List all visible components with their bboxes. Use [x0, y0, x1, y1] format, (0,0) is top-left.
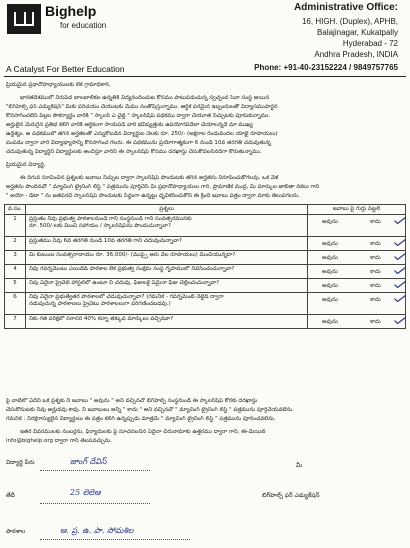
- answer-cell[interactable]: [308, 279, 406, 293]
- answer-no-option[interactable]: కాదు: [370, 255, 381, 262]
- header-divider: [4, 76, 406, 77]
- col-answer-header: జవాబు పై గుర్తు పెట్టలి: [308, 205, 406, 215]
- question-text: [26, 251, 308, 265]
- date-handwritten: 25 లెలెఆ: [70, 488, 101, 497]
- para2-line: ఈ దిగువ సూచించిన ప్రశ్నలకు జవాబు నిచ్చుట ద్వారా స్కాలర్‌షిప్ పొందుటకు తగిన అర్హతను నిరూపించుకోగలవు. ఒక వేళ: [20, 175, 279, 181]
- address-line-4: Andhra Pradesh, INDIA: [314, 50, 398, 59]
- question-line: ప్రస్తుతము నీవు 6వ తరగతి నుండి 10వ తరగతి గాని చదువుచున్నావా?: [29, 238, 182, 245]
- question-text: [26, 215, 308, 237]
- address-line-1: 16, HIGH. (Duplex), APHB,: [301, 17, 398, 26]
- closing-organization: బిగ్‌హెల్ప్ ఫర్ ఎడ్యుకేషన్: [262, 492, 320, 499]
- answer-cell[interactable]: [308, 293, 406, 315]
- school-line: [40, 539, 190, 540]
- brand-subtitle: for education: [60, 21, 107, 30]
- answer-yes-option[interactable]: అవును: [322, 219, 338, 226]
- checkmark-icon: [394, 217, 406, 224]
- question-number: 5: [5, 279, 26, 293]
- question-text: [26, 237, 308, 251]
- footer-line: ఇతర వివరములకు నంబర్లను, ఫిర్యాదులకు పై సూచనలనిన ఏదైనా చిరునామాకు ఉత్తరము ద్వారా గాని, ఈ-మెయిల్: [20, 429, 266, 435]
- answer-no-option[interactable]: కాదు: [370, 319, 381, 326]
- closing-yours: మీ: [296, 462, 303, 469]
- para2-line: అర్హతను పొందినచో " మ్యాచింగ్ ట్రైనింగ్ లిస్ట్ " పత్రమును పూర్తిచేసి మీ ప్రధానోపాధ్యాయుల గారి, ప్రామాణిక ముద్ర, మీ మార్కుల జాబితా నకలు గాని: [6, 184, 320, 190]
- footer-line: పై వాటిలో ఏదేని ఒక ప్రశ్నకు నీ జవాబు " అవును " అని వచ్చినచో బిగ్‌హెల్ప్ సంస్థనుండి ఈ స్కాలర్‌షిప్ కొరకు దరఖాస్తు: [6, 398, 258, 404]
- table-row: [5, 279, 406, 293]
- question-text: [26, 265, 308, 279]
- answer-yes-option[interactable]: అవును: [322, 255, 338, 262]
- tagline: A Catalyst For Better Education: [6, 64, 125, 74]
- school-handwritten: ఆ. ప్ర. ఉ. పా. సోమశిల: [60, 526, 134, 535]
- student-name-handwritten: జాంగ్ దేవిస్: [70, 457, 107, 466]
- footer-email: info@bighelp.org ద్వారా గాని తెలపవచ్చును.: [6, 438, 112, 444]
- question-number: 1: [5, 215, 26, 237]
- table-row: [5, 293, 406, 315]
- school-label: పాఠశాల: [6, 528, 26, 535]
- date-label: తేదీ: [6, 492, 15, 499]
- para1-line: అర్హులైన మెరుగైన ప్రతిభ కలిగి వారికి ఆర్థికంగా సాయపడి వారి భవిష్యత్తుకు ఉపయోగపడేలా చేయాలన్నదే మా ముఖ్య: [6, 122, 253, 128]
- answer-cell[interactable]: [308, 265, 406, 279]
- footer-line: చేసుకొనుటకు నీవు అర్హుడవు కావు. నీ జవాబులు అన్నీ " కాదు " అని వచ్చినచో " మ్యాచింగ్ ట్రైనింగ్ లిస్ట్ " పత్రమును పూర్తిచేయవలెను.: [6, 407, 294, 413]
- question-number: 2: [5, 237, 26, 251]
- table-row: [5, 237, 406, 251]
- checkmark-icon: [394, 239, 406, 246]
- question-line: రూ. 500/-లకు మించి సహాయం / స్కాలర్‌షిప్‌ను పొందుచున్నావా?: [29, 223, 171, 230]
- address-line-2: Balajinagar, Kukatpally: [317, 28, 398, 37]
- answer-no-option[interactable]: కాదు: [370, 241, 381, 248]
- footer-note: గమనిక : నిరక్షరాస్యులైన విద్యార్థులు ఈ పత్రం కలిగి ఉన్నప్పుడు మాత్రమే " మ్యాచింగ్ ట్రైనింగ్ లిస్ట్ " పత్రమును పూరించవలెను.: [6, 416, 276, 422]
- question-line: నీకు గత పరీక్షలో సరాసరి 40% కన్నా తక్కువ మార్కులు వచ్చినవా?: [29, 316, 174, 323]
- student-name-line: [40, 470, 150, 471]
- answer-no-option[interactable]: కాదు: [370, 297, 381, 304]
- answer-cell[interactable]: [308, 215, 406, 237]
- phone-numbers: Phone: +91-40-23152224 / 9849757765: [254, 63, 398, 72]
- table-row: [5, 215, 406, 237]
- question-line: ప్రస్తుతం నీవు ప్రభుత్వ పాఠశాలనుండి గాని సంస్థనుండి గాని సంవత్సరమునకు: [29, 216, 192, 223]
- checkmark-icon: [394, 317, 406, 324]
- answer-no-option[interactable]: కాదు: [370, 269, 381, 276]
- para1-line: కొనసాగించలేని పిల్లల సౌకర్యార్థం వారికి " స్కాలర్ ఎ చైల్డ్ " స్కాలర్‌షిప్ పథకము ద్వారా చేయూత నిచ్చుటకు పూనుకున్నాము.: [6, 113, 271, 119]
- checkmark-icon: [394, 253, 406, 260]
- answer-yes-option[interactable]: అవును: [322, 283, 338, 290]
- answer-no-option[interactable]: కాదు: [370, 219, 381, 226]
- question-number: 3: [5, 251, 26, 265]
- book-logo-icon: [7, 4, 41, 34]
- salutation-headmaster: ప్రియమైన ప్రధానోపాధ్యాయులకు లేక గ్రామాధికారి,: [6, 82, 111, 88]
- table-row: [5, 315, 406, 329]
- answer-cell[interactable]: [308, 315, 406, 329]
- answer-yes-option[interactable]: అవును: [322, 241, 338, 248]
- question-text: [26, 293, 308, 315]
- para1-line: చదువుతున్న విద్యార్థిని విద్యార్థులకు అందిస్తూ వారిని ఈ స్కాలర్‌షిప్ కోసము దరఖాస్తు చేసుకోవలసినదిగా కోరుతున్నాము.: [6, 149, 262, 155]
- answer-cell[interactable]: [308, 237, 406, 251]
- answer-cell[interactable]: [308, 251, 406, 265]
- questions-table: [4, 204, 406, 329]
- question-number: 6: [5, 293, 26, 315]
- answer-no-option[interactable]: కాదు: [370, 283, 381, 290]
- question-text: [26, 279, 308, 293]
- col-serial-header: వ.సం.: [5, 205, 26, 215]
- question-line: మీ కుటుంబ సంవత్సరాదాయం రూ. 36,000/- (ముప్పై ఆరు వేల రూపాయలు) మించియున్నదా?: [29, 252, 236, 259]
- office-title: Administrative Office:: [294, 2, 398, 13]
- question-line: నీవు ఏదైనా ప్రభుత్వేతర పాఠశాలలో చదువుచున్నావా? (గమనిక - గవర్నమెంట్ నెట్టెడ్ ద్వారా: [29, 294, 224, 301]
- answer-yes-option[interactable]: అవును: [322, 297, 338, 304]
- answer-yes-option[interactable]: అవును: [322, 319, 338, 326]
- date-line: [40, 503, 150, 504]
- checkmark-icon: [394, 267, 406, 274]
- para1-line: పంపడం ద్వారా వారి విద్యాభ్యాసాన్ని కొనసాగించ గలరు. ఈ పథకమును ప్రయోగాత్మకంగా 6 నుండి 10వ తరగతి చదువుతున్న: [6, 140, 271, 146]
- para1-line: ఉద్దేశ్యం. ఆ పథకములో తగిన అర్హతలతో ఎన్నుకోబడిన విద్యార్థుల నెలకు రూ. 250/- (అక్షరాల రెండువందల యాభై రూపాయలు): [6, 131, 278, 137]
- question-line: నడుపుచున్న పాఠశాలలు ప్రైవేటు పాఠశాలలుగా పరిగణించబడవు.): [29, 301, 171, 308]
- table-row: [5, 265, 406, 279]
- question-number: 7: [5, 315, 26, 329]
- question-number: 4: [5, 265, 26, 279]
- salutation-student: ప్రియమైన విద్యార్థి,: [6, 162, 46, 168]
- checkmark-icon: [394, 281, 406, 288]
- checkmark-icon: [394, 295, 406, 302]
- table-header-row: [5, 205, 406, 215]
- brand-name: Bighelp: [45, 3, 97, 19]
- answer-yes-option[interactable]: అవును: [322, 269, 338, 276]
- question-text: [26, 315, 308, 329]
- para1-line: భారతదేశములో నిరుపేద బాలబాలికల ఉన్నతికి విద్యనందించుట కోసము పాటుపడుచున్న స్వచ్ఛంద సేవా సంస్థ అయిన: [20, 95, 270, 101]
- student-name-label: విద్యార్థి పేరు: [6, 459, 35, 466]
- question-line: నీవు గవర్నమెంటు ఎయిడెడ్ పాఠశాల లేక ప్రభుత్వ సంక్షేమ సంస్థ గృహములో నివసించుచున్నావా?: [29, 266, 235, 273]
- para2-line: " అయో - డేటా " ను జతపరచి స్కాలర్‌షిప్ పొందుటకు సిద్ధంగా ఉన్నట్టు ధృవీకరించుకొని ఈ క్రింది జవాబు పత్రం ద్వారా మాకు తెలుపగలరు.: [6, 193, 300, 199]
- address-line-3: Hyderabad - 72: [342, 39, 398, 48]
- table-row: [5, 251, 406, 265]
- para1-line: "బిగ్‌హెల్ప్ ఫర్ ఎడ్యుకేషన్" మీకు పరిచయం చేయుటకు మేము సంతోషిస్తున్నాము. ఆర్థిక పరమైన ఇబ్బందులతో విద్యాసముపార్జన: [6, 104, 278, 110]
- question-line: నీవు ఏదైనా ప్రైవేట్ హాస్టల్‌లో ఉంటూ నీ చదువు, ఫీజులకై ఏమైనా ఫీజు చెల్లించుచున్నావా?: [29, 280, 220, 287]
- col-questions-header: ప్రశ్నలు: [26, 205, 308, 215]
